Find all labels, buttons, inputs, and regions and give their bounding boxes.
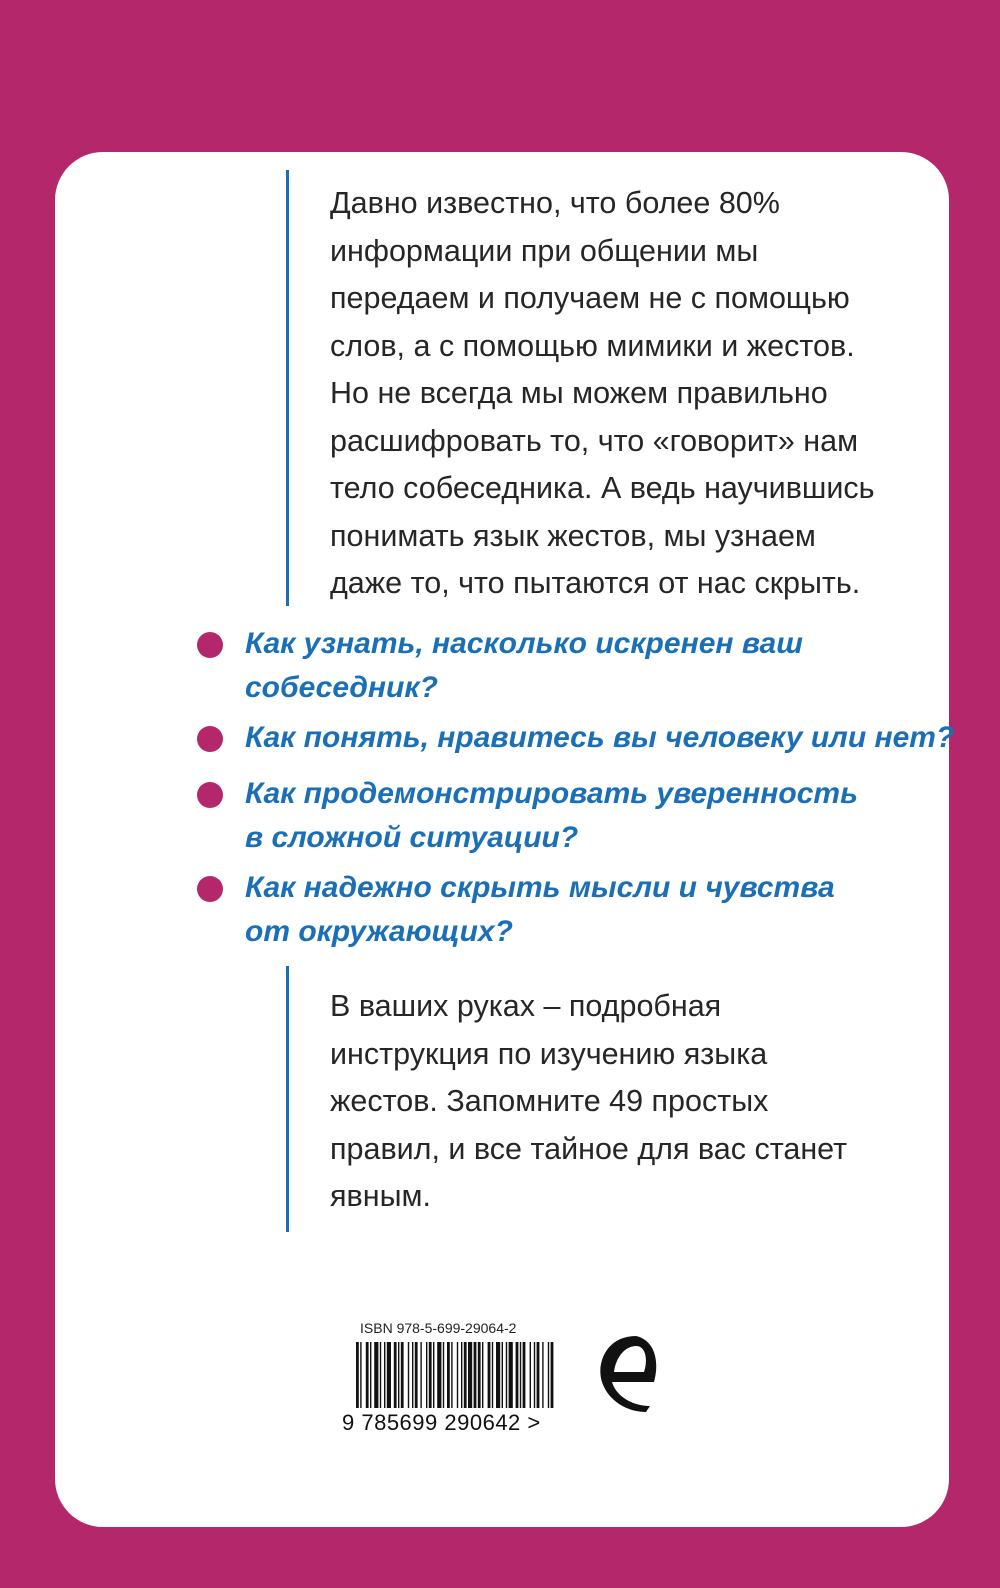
barcode-bar — [374, 1342, 378, 1408]
barcode-bar — [437, 1342, 441, 1408]
barcode-bar — [492, 1342, 493, 1408]
barcode-bar — [412, 1342, 413, 1408]
question-line: Как продемонстрировать уверенность — [245, 777, 858, 810]
question-line: Как узнать, насколько искренен ваш — [245, 627, 803, 660]
barcode-bar — [356, 1342, 359, 1408]
barcode-bar — [443, 1342, 444, 1408]
question-text — [245, 866, 835, 954]
barcode-bar — [408, 1342, 409, 1408]
barcode-bar — [482, 1342, 483, 1408]
intro-line: понимать язык жестов, мы узнаем — [330, 518, 816, 553]
bullet-dot-icon — [197, 632, 223, 658]
outro-line: В ваших руках – подробная — [330, 989, 722, 1023]
barcode-bar — [370, 1342, 371, 1408]
question-line: Как понять, нравитесь вы человеку или нет? — [245, 721, 955, 754]
outro-divider-line — [286, 966, 289, 1232]
barcode-bar — [468, 1342, 472, 1408]
intro-line: даже то, что пытаются от нас скрыть. — [330, 566, 861, 600]
barcode-bar — [530, 1342, 531, 1408]
outro-line: жестов. Запомните 49 простых — [330, 1084, 769, 1118]
barcode-bar — [366, 1342, 369, 1408]
eksmo-e-logo-icon — [592, 1330, 664, 1418]
bullet-dot-icon — [197, 782, 223, 808]
barcode-digits: 9 785699 290642 > — [342, 1410, 541, 1435]
barcode-bar — [426, 1342, 427, 1408]
barcode-bar — [548, 1342, 549, 1408]
barcode-bar — [457, 1342, 458, 1408]
barcode-bar — [506, 1342, 507, 1408]
barcode-bar — [384, 1342, 385, 1408]
barcode-bar — [433, 1342, 434, 1408]
intro-line: слов, а с помощью мимики и жестов. — [330, 328, 855, 363]
barcode-bar — [537, 1342, 540, 1408]
outro-paragraph — [330, 983, 890, 1221]
question-line: Как надежно скрыть мысли и чувства — [245, 871, 835, 904]
barcode-bar — [478, 1342, 481, 1408]
barcode-bar — [387, 1342, 391, 1408]
question-line: от окружающих? — [245, 915, 513, 948]
isbn-label: ISBN 978-5-699-29064-2 — [360, 1320, 517, 1336]
question-line: в сложной ситуации? — [245, 821, 579, 854]
intro-line: расшифровать то, что «говорит» нам — [330, 423, 859, 458]
barcode-bar — [464, 1342, 467, 1408]
barcode-bar — [360, 1342, 361, 1408]
barcode-bar — [488, 1342, 491, 1408]
barcode-bar — [461, 1342, 462, 1408]
barcode-bar — [394, 1342, 397, 1408]
outro-line: инструкция по изучению языка — [330, 1036, 768, 1071]
barcode — [356, 1342, 556, 1410]
barcode-bar — [496, 1342, 500, 1408]
outro-line: явным. — [330, 1179, 431, 1213]
barcode-bar — [534, 1342, 535, 1408]
intro-line: информации при общении мы — [330, 233, 759, 268]
intro-divider-line — [286, 170, 289, 606]
barcode-bar — [401, 1342, 404, 1408]
outro-line: правил, и все тайное для вас станет — [330, 1131, 848, 1166]
barcode-bar — [474, 1342, 477, 1408]
barcode-bar — [415, 1342, 418, 1408]
intro-line: Давно известно, что более 80% — [330, 186, 780, 220]
barcode-bar — [420, 1342, 421, 1408]
bullet-dot-icon — [197, 726, 223, 752]
barcode-bar — [380, 1342, 381, 1408]
barcode-bar — [429, 1342, 432, 1408]
barcode-bar — [523, 1342, 526, 1408]
barcode-bar — [398, 1342, 399, 1408]
intro-paragraph — [330, 180, 930, 608]
intro-line: передаем и получаем не с помощью — [330, 281, 850, 315]
intro-line: Но не всегда мы можем правильно — [330, 376, 828, 410]
intro-line: тело собеседника. А ведь научившись — [330, 471, 875, 505]
question-text — [245, 622, 803, 710]
bullet-dot-icon — [197, 876, 223, 902]
barcode-bar — [509, 1342, 513, 1408]
barcode-bar — [551, 1342, 554, 1408]
barcode-bar — [520, 1342, 521, 1408]
barcode-bar — [447, 1342, 450, 1408]
question-text — [245, 772, 858, 860]
question-text — [245, 716, 954, 760]
barcode-bar — [502, 1342, 503, 1408]
barcode-bar — [542, 1342, 543, 1408]
question-line: собеседник? — [245, 671, 438, 704]
barcode-bar — [516, 1342, 519, 1408]
barcode-bar — [451, 1342, 452, 1408]
